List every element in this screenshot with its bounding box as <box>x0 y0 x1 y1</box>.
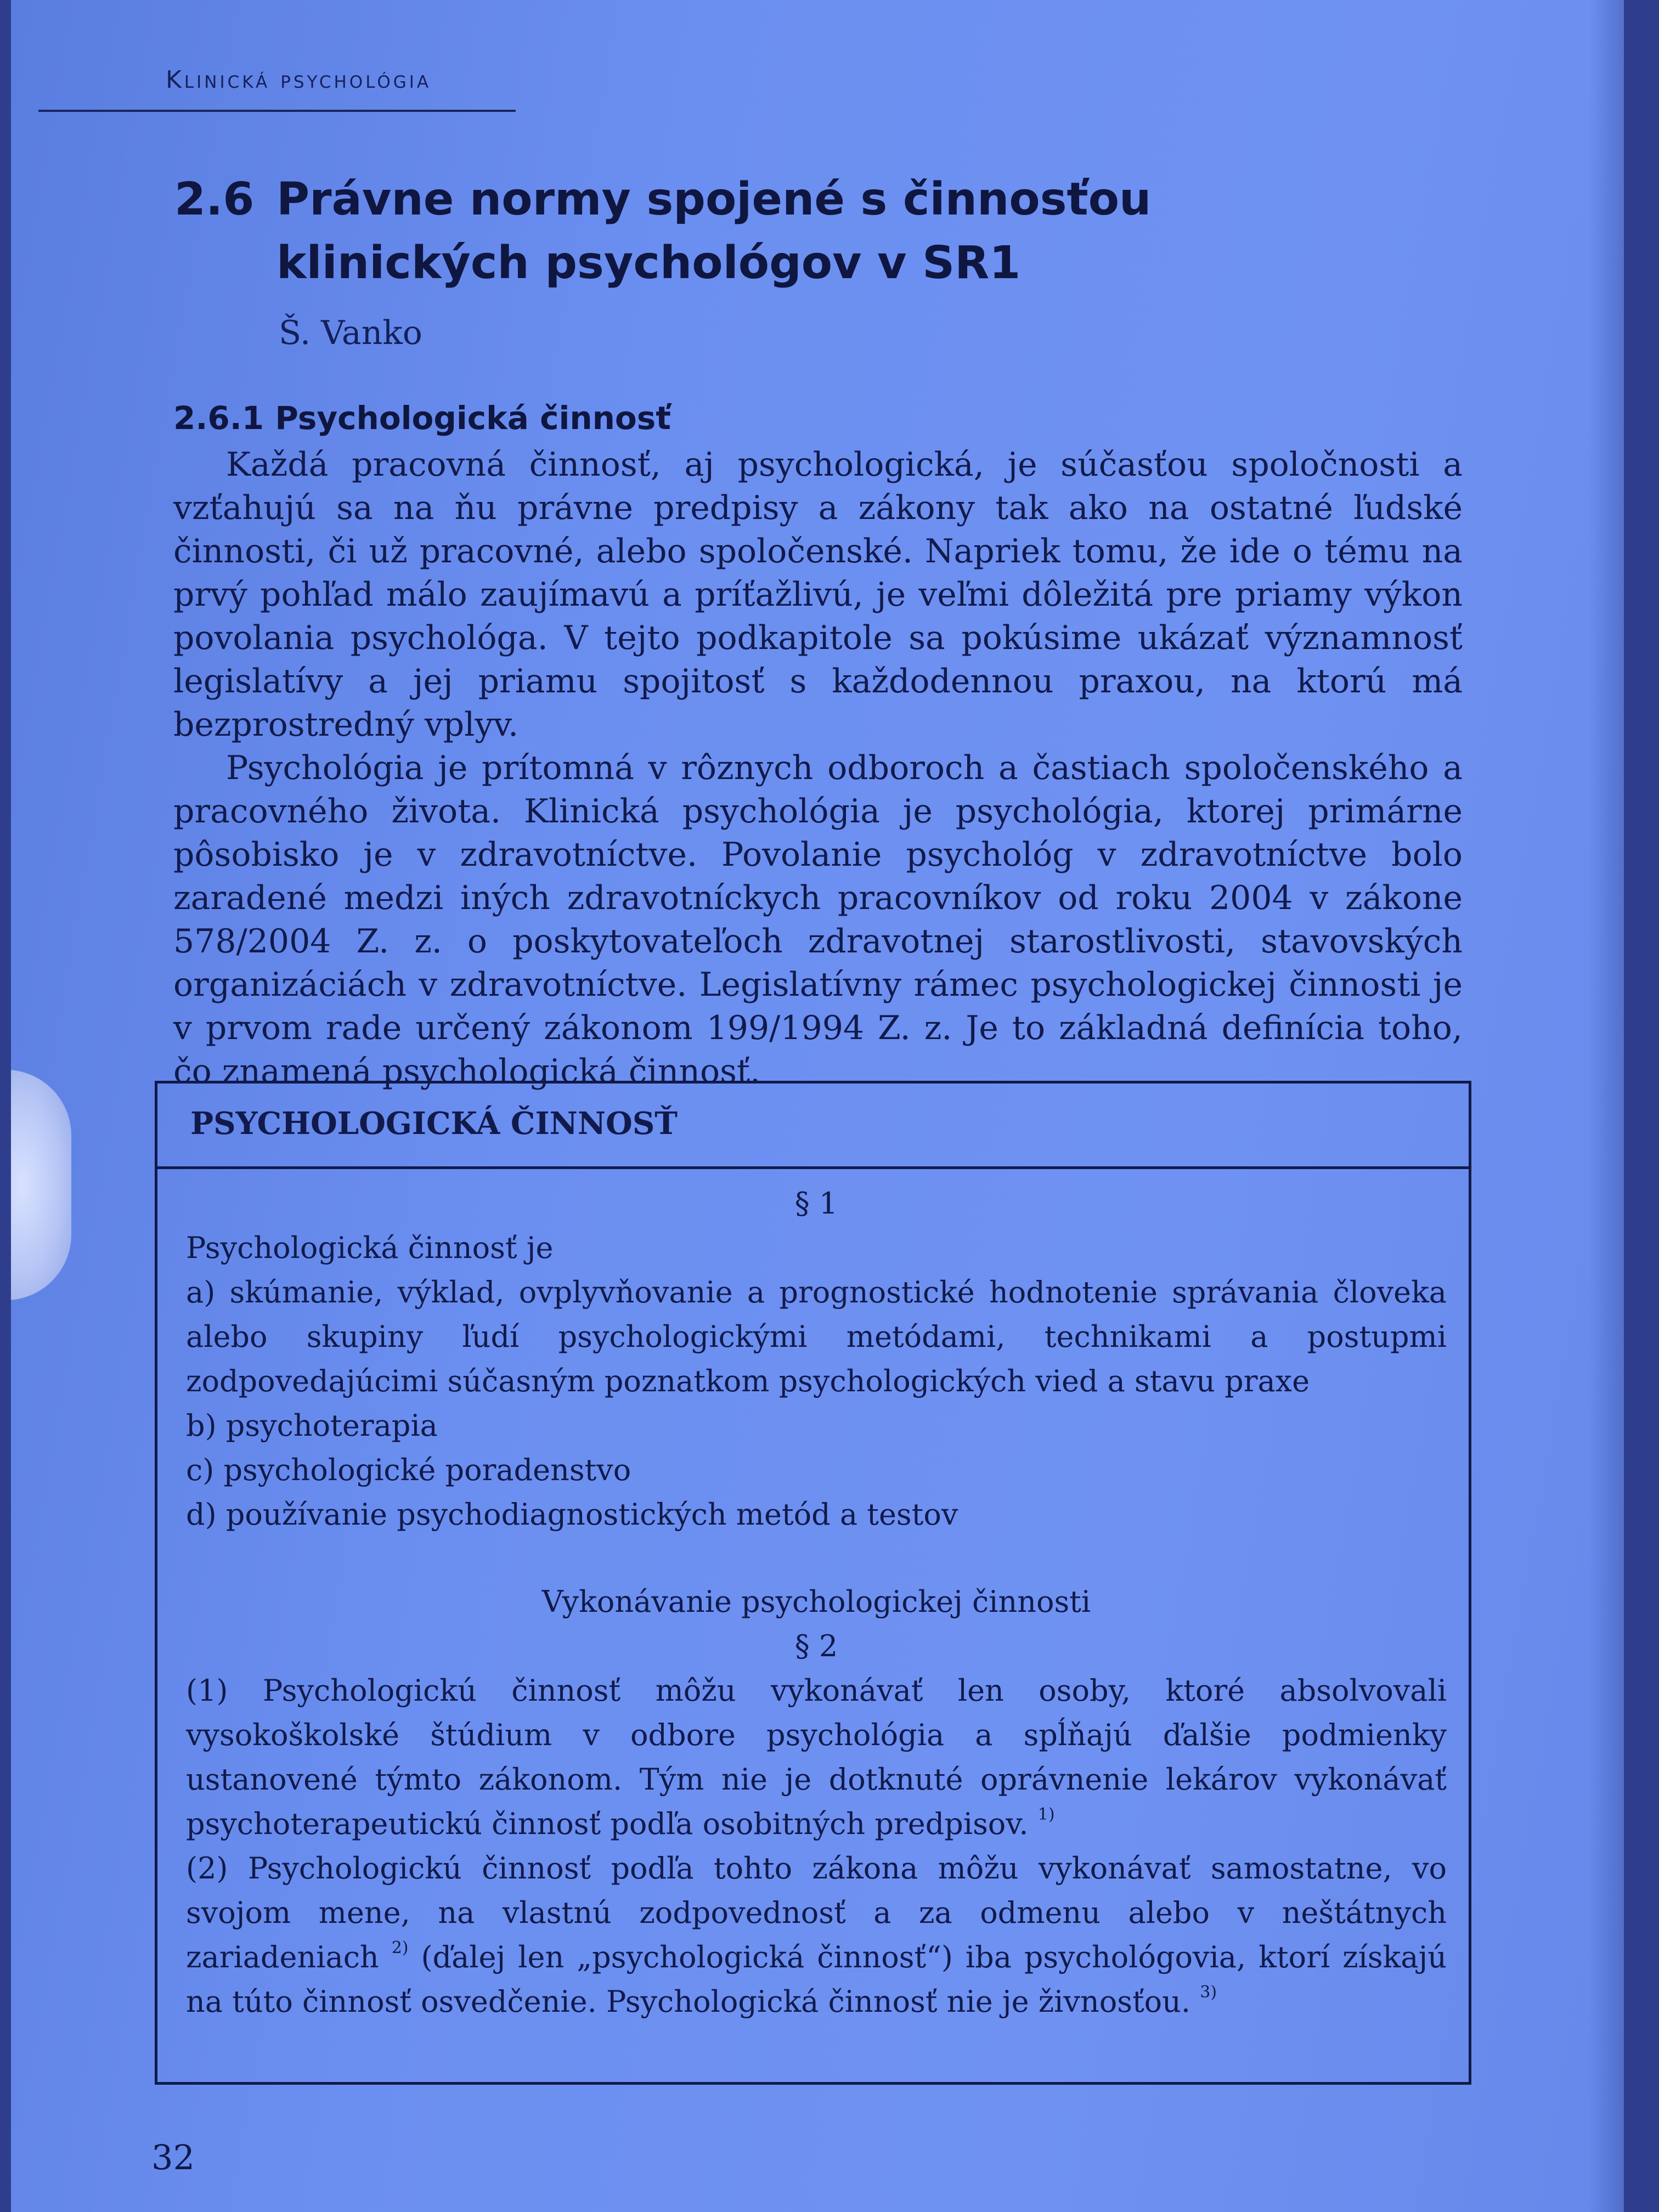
running-head-rule <box>38 110 516 112</box>
paragraph-1-item-d: d) používanie psychodiagnostických metód a testov <box>186 1497 958 1532</box>
paragraph-1-item-b: b) psychoterapia <box>186 1408 438 1443</box>
paragraph-mark-2: § 2 <box>794 1629 838 1663</box>
body-paragraph-1: Každá pracovná činnosť, aj psychologická, je súčasťou spoločnosti a vzťahujú sa na ňu právne predpisy a zákony tak ako na ostatné ľudské činnosti, či už pracovné, alebo spoločenské. Napriek tomu, že ide o tému na prvý pohľad málo zaujímavú a príťažlivú, je veľmi dôležitá pre priamy výkon povolania psychológa. V tejto podkapitole sa pokúsime ukázať významnosť legislatívy a jej priamu spojitosť s každodennou praxou, na ktorú má bezprostredný vplyv. <box>173 445 1463 744</box>
chapter-author: Š. Vanko <box>279 314 422 352</box>
footnote-ref-2: 2) <box>391 1938 409 1957</box>
law-excerpt-box <box>155 1081 1471 2085</box>
paragraph-2-clause-2 <box>186 1846 1447 2024</box>
footnote-ref-3: 3) <box>1200 1983 1217 2002</box>
paragraph-1-item-c: c) psychologické poradenstvo <box>186 1453 631 1487</box>
paragraph-1-item-a: a) skúmanie, výklad, ovplyvňovanie a prognostické hodnotenie správania človeka alebo skupiny ľudí psychologickými metódami, technikami a postupmi zodpovedajúcimi súčasným poznatkom psychologických vied a stavu praxe <box>186 1275 1447 1398</box>
chapter-number: 2.6 <box>174 173 255 225</box>
section-body <box>173 443 1463 1093</box>
law-box-body <box>157 1169 1469 2024</box>
clause-1-text: (1) Psychologickú činnosť môžu vykonávať len osoby, ktoré absolvovali vysokoškolské štúdium v odbore psychológia a spĺňajú ďalšie podmienky ustanovené týmto zákonom. Tým nie je dotknuté oprávnenie lekárov vykonávať psychoterapeutickú činnosť podľa osobitných predpisov. <box>186 1673 1447 1841</box>
paragraph-2-clause-1 <box>186 1668 1447 1846</box>
running-head <box>166 66 431 94</box>
section-title: 2.6.1 Psychologická činnosť <box>173 399 672 437</box>
page-number: 32 <box>151 2137 195 2177</box>
paragraph-2-heading: Vykonávanie psychologickej činnosti <box>541 1584 1091 1619</box>
page-edge-shadow <box>1589 0 1624 2212</box>
thumb-holding-page <box>11 1070 71 1300</box>
clause-2-text-a: (2) Psychologickú činnosť podľa tohto zákona môžu vykonávať samostatne, vo svojom mene, na vlastnú zodpovednosť a za odmenu alebo v neštátnych zariadeniach <box>186 1851 1447 1974</box>
law-box-title: PSYCHOLOGICKÁ ČINNOSŤ <box>157 1084 1469 1169</box>
paragraph-1-lead: Psychologická činnosť je <box>186 1231 554 1265</box>
spacer <box>186 1537 1447 1579</box>
chapter-title-line-2: klinických psychológov v SR1 <box>276 237 1021 289</box>
running-head-text: Klinická psychológia <box>166 66 432 94</box>
book-page <box>11 0 1624 2212</box>
paragraph-mark-1: § 1 <box>794 1186 838 1221</box>
clause-2-text-b: (ďalej len „psychologická činnosť“) iba psychológovia, ktorí získajú na túto činnosť osvedčenie. Psychologická činnosť nie je živnosťou. <box>186 1940 1447 2019</box>
chapter-title <box>276 168 1264 295</box>
footnote-ref-1: 1) <box>1037 1805 1055 1824</box>
body-paragraph-2: Psychológia je prítomná v rôznych odboroch a častiach spoločenského a pracovného života. Klinická psychológia je psychológia, ktorej primárne pôsobisko je v zdravotníctve. Povolanie psychológ v zdravotníctve bolo zaradené medzi iných zdravotníckych pracovníkov od roku 2004 v zákone 578/2004 Z. z. o poskytovateľoch zdravotnej starostlivosti, stavovských organizáciách v zdravotníctve. Legislatívny rámec psychologickej činnosti je v prvom rade určený zákonom 199/1994 Z. z. Je to základná definícia toho, čo znamená psychologická činnosť. <box>173 749 1463 1091</box>
chapter-title-line-1: Právne normy spojené s činnosťou <box>276 173 1152 225</box>
